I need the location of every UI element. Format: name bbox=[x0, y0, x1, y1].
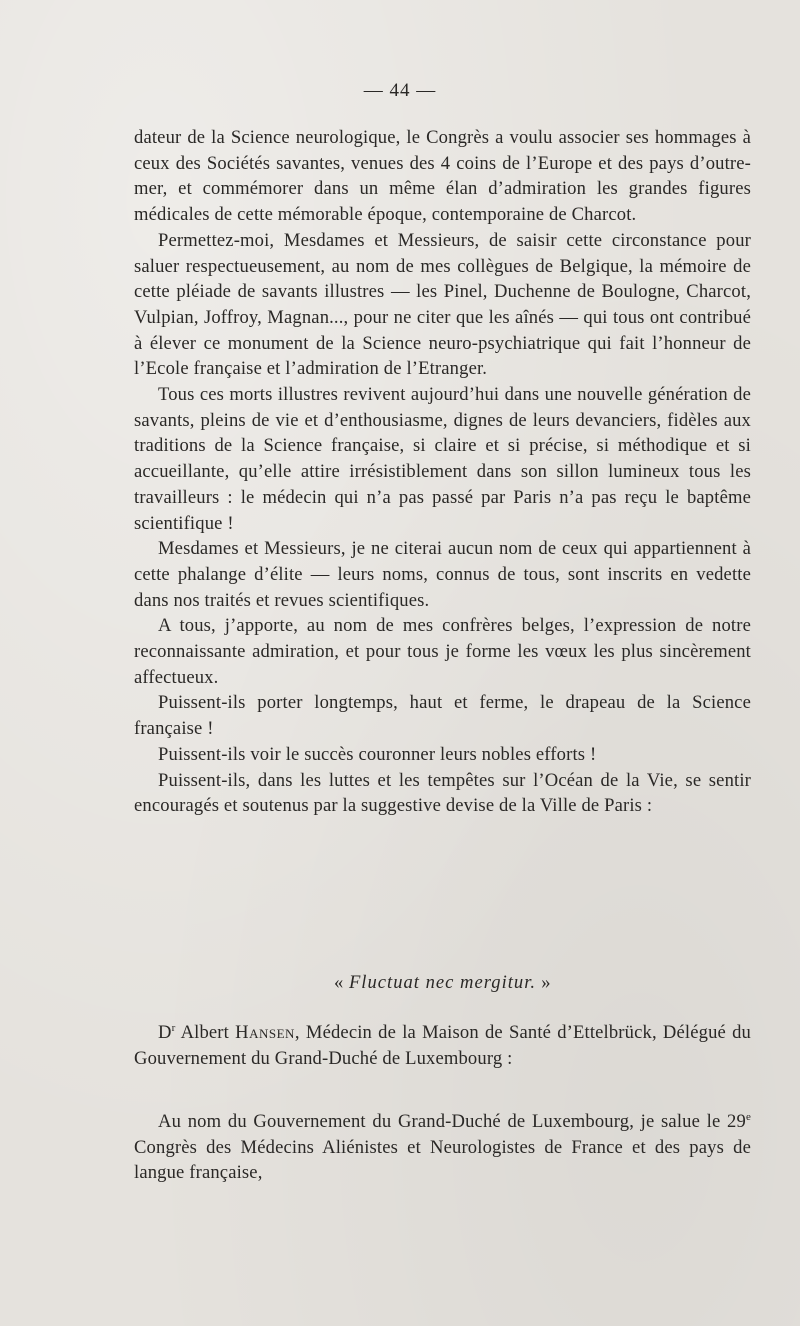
speaker-title: D bbox=[158, 1022, 172, 1043]
paragraph: Permettez-moi, Mesdames et Messieurs, de saisir cette circonstance pour saluer respectueusement, au nom de mes collègues de Belgique, la mémoire de cette pléiade de savants illustres — les Pinel, Duchenne de Boulogne, Charcot, Vulpian, Joffroy, Magnan..., pour ne citer que les aînés — qui tous ont contribué à élever ce monument de la Science neuro-psychiatrique qui fait l’honneur de l’Ecole française et l’admiration de l’Etranger. bbox=[134, 229, 751, 380]
speaker-first-name: Albert bbox=[180, 1022, 229, 1043]
greeting-before: Au nom du Gouvernement du Grand-Duché de Luxembourg, je salue le 29 bbox=[158, 1111, 746, 1132]
speaker-title-sup: r bbox=[171, 1021, 176, 1034]
speaker-heading bbox=[134, 1020, 751, 1071]
paragraph: Puissent-ils voir le succès couronner leurs nobles efforts ! bbox=[158, 743, 597, 765]
paragraph: Puissent-ils porter longtemps, haut et ferme, le drapeau de la Science française ! bbox=[134, 692, 751, 740]
motto-open-quote: « bbox=[334, 972, 344, 993]
speaker-line bbox=[134, 1020, 751, 1071]
greeting-sup: e bbox=[745, 1110, 751, 1123]
city-motto bbox=[134, 970, 751, 996]
greeting-block bbox=[134, 1109, 751, 1186]
motto-text: Fluctuat nec mergitur. bbox=[348, 972, 537, 993]
speaker-description: , Médecin de la Maison de Santé d’Ettelbrück, Délégué du Gouvernement du Grand-Duché de Luxembourg : bbox=[134, 1022, 751, 1069]
paragraph: A tous, j’apporte, au nom de mes confrères belges, l’expression de notre reconnaissante admiration, et pour tous je forme les vœux les plus sincèrement affectueux. bbox=[134, 615, 751, 688]
speech-body bbox=[134, 125, 751, 819]
page-number: — 44 — bbox=[363, 80, 437, 101]
motto-close-quote: » bbox=[541, 972, 551, 993]
greeting-paragraph bbox=[134, 1109, 751, 1186]
paragraph: Mesdames et Messieurs, je ne citerai aucun nom de ceux qui appartiennent à cette phalange d’élite — leurs noms, connus de tous, sont inscrits en vedette dans nos traités et revues scientifiques. bbox=[134, 538, 751, 611]
greeting-after: Congrès des Médecins Aliénistes et Neurologistes de France et des pays de langue française, bbox=[134, 1136, 751, 1184]
paragraph: Puissent-ils, dans les luttes et les tempêtes sur l’Océan de la Vie, se sentir encouragés et soutenus par la suggestive devise de la Ville de Paris : bbox=[134, 769, 751, 817]
paragraph: Tous ces morts illustres revivent aujourd’hui dans une nouvelle génération de savants, pleins de vie et d’enthousiasme, dignes de leurs devanciers, fidèles aux traditions de la Science française, si claire et si précise, si méthodique et si accueillante, qu’elle attire irrésistiblement dans son sillon lumineux tous les travailleurs : le médecin qui n’a pas passé par Paris n’a pas reçu le baptême scientifique ! bbox=[134, 384, 751, 534]
speaker-last-name: Hansen bbox=[235, 1022, 295, 1043]
paragraph: dateur de la Science neurologique, le Congrès a voulu associer ses hommages à ceux des Sociétés savantes, venues des 4 coins de l’Europe et des pays d’outre-mer, et commémorer dans un même élan d’admiration les grandes figures médicales de cette mémorable époque, contemporaine de Charcot. bbox=[134, 127, 751, 226]
